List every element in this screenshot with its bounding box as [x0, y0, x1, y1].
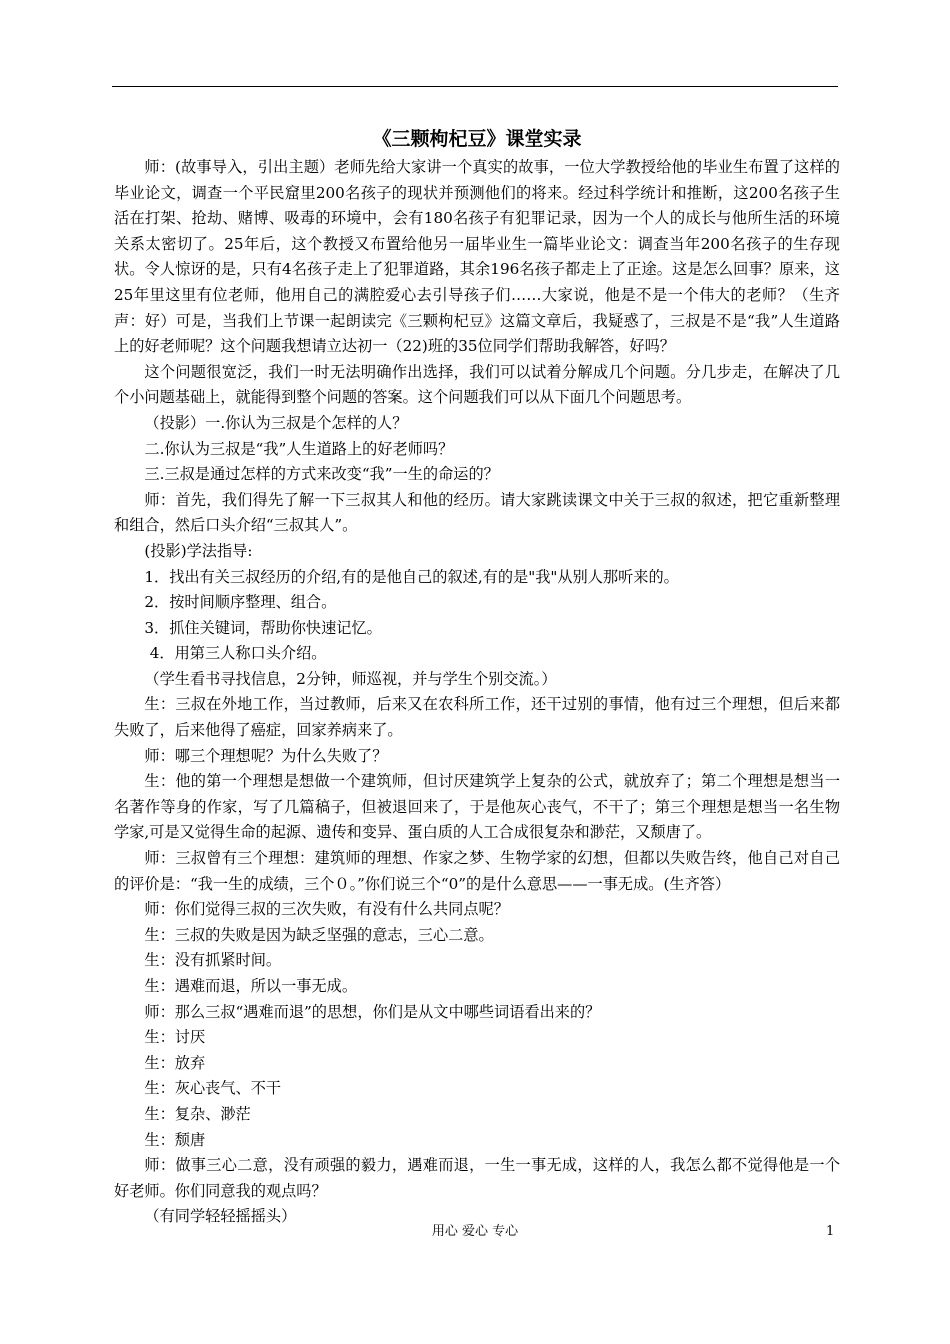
- paragraph: 4．用第三人称口头介绍。: [149, 644, 327, 663]
- paragraph: 师：那么三叔“遇难而退”的思想，你们是从文中哪些词语看出来的？: [144, 1002, 601, 1021]
- paragraph: 生：他的第一个理想是想做一个建筑师，但讨厌建筑学上复杂的公式，就放弃了；第二个理想是想当一名著作等身的作家，写了几篇稿子，但被退回来了，于是他灰心丧气，不干了；第三个理想是想当一名生物学家,可是又觉得生命的起源、遗传和变异、蛋白质的人工合成很复杂和渺茫，又颓唐了。: [114, 772, 840, 842]
- paragraph: （投影）一.你认为三叔是个怎样的人？: [144, 413, 408, 432]
- paragraph: 生：三叔在外地工作，当过教师，后来又在农科所工作，还干过别的事情，他有过三个理想，但后来都失败了，后来他得了癌症，回家养病来了。: [114, 695, 840, 740]
- header-rule: [112, 86, 838, 87]
- paragraph: (投影)学法指导:: [144, 541, 253, 560]
- paragraph: 2．按时间顺序整理、组合。: [144, 593, 337, 612]
- paragraph: 生：颓唐: [144, 1130, 206, 1149]
- paragraph: 3．抓住关键词，帮助你快速记忆。: [144, 618, 382, 637]
- paragraph: 这个问题很宽泛，我们一时无法明确作出选择，我们可以试着分解成几个问题。分几步走，在解决了几个小问题基础上，就能得到整个问题的答案。这个问题我们可以从下面几个问题思考。: [114, 362, 840, 407]
- paragraph: 二.你认为三叔是“我”人生道路上的好老师吗？: [144, 439, 454, 458]
- paragraph: 生：三叔的失败是因为缺乏坚强的意志，三心二意。: [144, 925, 494, 944]
- paragraph: 师：首先，我们得先了解一下三叔其人和他的经历。请大家跳读课文中关于三叔的叙述，把它重新整理和组合，然后口头介绍“三叔其人”。: [114, 490, 840, 535]
- page-number: 1: [826, 1224, 835, 1239]
- paragraph: （有同学轻轻摇摇头）: [144, 1207, 297, 1226]
- document-body: [114, 124, 840, 1230]
- paragraph: 生：放弃: [144, 1053, 206, 1072]
- document-title: 《三颗枸杞豆》课堂实录: [372, 128, 582, 150]
- paragraph: 师：(故事导入，引出主题）老师先给大家讲一个真实的故事，一位大学教授给他的毕业生布置了这样的毕业论文，调查一个平民窟里200名孩子的现状并预测他们的将来。经过科学统计和推断，这200名孩子生活在打架、抢劫、赌博、吸毒的环境中，会有180名孩子有犯罪记录，因为一个人的成长与他所生活的环境关系太密切了。25年后，这个教授又布置给他另一届毕业生一篇毕业论文：调查当年200名孩子的生存现状。令人惊讶的是，只有4名孩子走上了犯罪道路，其余196名孩子都走上了正途。这是怎么回事？原来，这25年里这里有位老师，他用自己的满腔爱心去引导孩子们……大家说，他是不是一个伟大的老师？（生齐声：好）可是，当我们上节课一起朗读完《三颗枸杞豆》这篇文章后，我疑惑了，三叔是不是“我”人生道路上的好老师呢？这个问题我想请立达初一（22)班的35位同学们帮助我解答，好吗？: [114, 158, 840, 356]
- paragraph: 1．找出有关三叔经历的介绍,有的是他自己的叙述,有的是"我"从别人那听来的。: [144, 567, 679, 586]
- footer-motto: 用心 爱心 专心: [431, 1224, 519, 1239]
- paragraph: 师：三叔曾有三个理想：建筑师的理想、作家之梦、生物学家的幻想，但都以失败告终，他自己对自己的评价是：“我一生的成绩，三个０。”你们说三个“0”的是什么意思——一事无成。(生齐答）: [114, 849, 840, 893]
- paragraph: 生：讨厌: [144, 1028, 206, 1047]
- paragraph: 生：灰心丧气、不干: [144, 1079, 282, 1098]
- paragraph: 师：你们觉得三叔的三次失败，有没有什么共同点呢？: [144, 900, 509, 919]
- paragraph: 生：遇难而退，所以一事无成。: [144, 977, 358, 995]
- paragraph: 生：没有抓紧时间。: [144, 951, 282, 970]
- paragraph: 生：复杂、渺茫: [144, 1104, 251, 1123]
- paragraph: 师：做事三心二意，没有顽强的毅力，遇难而退，一生一事无成，这样的人，我怎么都不觉得他是一个好老师。你们同意我的观点吗？: [114, 1156, 840, 1200]
- paragraph: 三.三叔是通过怎样的方式来改变“我”一生的命运的？: [144, 465, 499, 484]
- paragraph: （学生看书寻找信息，2分钟，师巡视，并与学生个别交流。）: [144, 669, 557, 688]
- paragraph: 师：哪三个理想呢？为什么失败了？: [144, 746, 388, 765]
